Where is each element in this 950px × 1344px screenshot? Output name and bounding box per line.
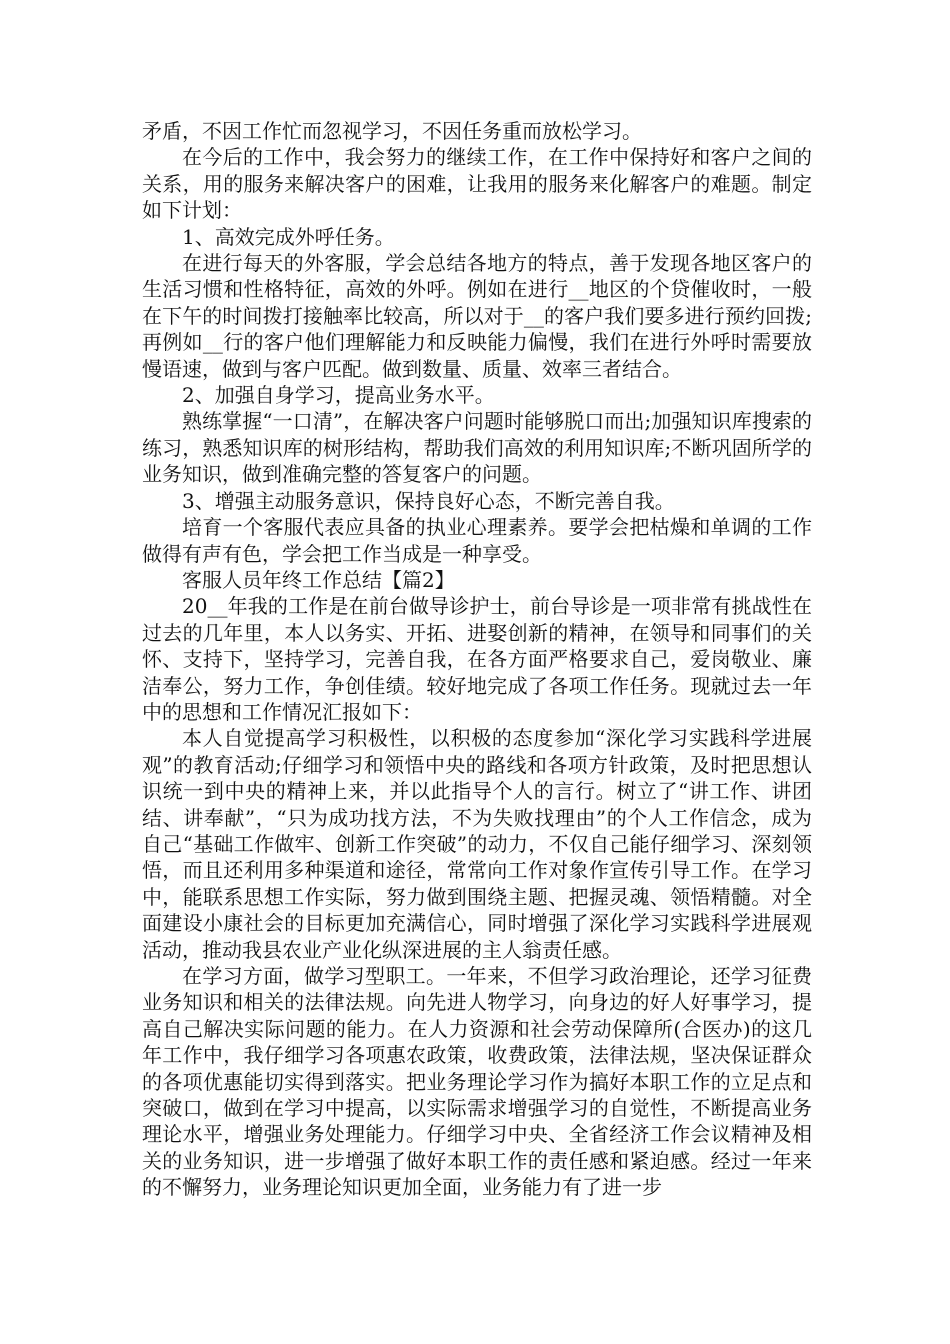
paragraph-4: 在进行每天的外客服，学会总结各地方的特点，善于发现各地区客户的生活习惯和性格特征，高效的外呼。例如在进行__地区的个贷催收时，一般在下午的时间拨打接触率比较高，所以对于__的客户我们要多进行预约回拨;再例如__行的客户他们理解能力和反映能力偏慢，我们在进行外呼时需要放慢语速，做到与客户匹配。做到数量、质量、效率三者结合。 <box>142 251 812 381</box>
paragraph-2: 在今后的工作中，我会努力的继续工作，在工作中保持好和客户之间的关系，用的服务来解决客户的困难，让我用的服务来化解客户的难题。制定如下计划： <box>142 145 812 223</box>
paragraph-12: 在学习方面，做学习型职工。一年来，不但学习政治理论，还学习征费业务知识和相关的法律法规。向先进人物学习，向身边的好人好事学习，提高自己解决实际问题的能力。在人力资源和社会劳动保障所(合医办)的这几年工作中，我仔细学习各项惠农政策，收费政策，法律法规，坚决保证群众的各项优惠能切实得到落实。把业务理论学习作为搞好本职工作的立足点和突破口，做到在学习中提高，以实际需求增强学习的自觉性，不断提高业务理论水平，增强业务处理能力。仔细学习中央、全省经济工作会议精神及相关的业务知识，进一步增强了做好本职工作的责任感和紧迫感。经过一年来的不懈努力，业务理论知识更加全面，业务能力有了进一步 <box>142 964 812 1200</box>
document-body <box>142 118 812 1201</box>
plan-item-1-heading: 1、高效完成外呼任务。 <box>182 224 395 249</box>
section-title-part-2: 客服人员年终工作总结【篇2】 <box>182 567 455 592</box>
plan-item-3-heading: 3、增强主动服务意识，保持良好心态，不断完善自我。 <box>182 488 675 513</box>
paragraph-11: 本人自觉提高学习积极性，以积极的态度参加“深化学习实践科学进展观”的教育活动;仔细学习和领悟中央的路线和各项方针政策，及时把思想认识统一到中央的精神上来，并以此指导个人的言行。树立了“讲工作、讲团结、讲奉献”，“只为成功找方法，不为失败找理由”的个人工作信念，成为自己“基础工作做牢、创新工作突破”的动力，不仅自己能仔细学习、深刻领悟，而且还利用多种渠道和途径，常常向工作对象作宣传引导工作。在学习中，能联系思想工作实际，努力做到围绕主题、把握灵魂、领悟精髓。对全面建设小康社会的目标更加充满信心，同时增强了深化学习实践科学进展观活动，推动我县农业产业化纵深进展的主人翁责任感。 <box>142 726 812 962</box>
paragraph-1: 矛盾，不因工作忙而忽视学习，不因任务重而放松学习。 <box>142 119 642 143</box>
plan-item-2-heading: 2、加强自身学习，提高业务水平。 <box>182 383 495 408</box>
paragraph-6: 熟练掌握“一口清”，在解决客户问题时能够脱口而出;加强知识库搜索的练习，熟悉知识库的树形结构，帮助我们高效的利用知识库;不断巩固所学的业务知识，做到准确完整的答复客户的问题。 <box>142 409 812 487</box>
paragraph-10: 20__年我的工作是在前台做导诊护士，前台导诊是一项非常有挑战性在过去的几年里，本人以务实、开拓、进娶创新的精神，在领导和同事们的关怀、支持下，坚持学习，完善自我，在各方面严格要求自己，爱岗敬业、廉洁奉公，努力工作，争创佳绩。较好地完成了各项工作任务。现就过去一年中的思想和工作情况汇报如下： <box>142 594 812 724</box>
paragraph-8: 培育一个客服代表应具备的执业心理素养。要学会把枯燥和单调的工作做得有声有色，学会把工作当成是一种享受。 <box>142 515 812 566</box>
